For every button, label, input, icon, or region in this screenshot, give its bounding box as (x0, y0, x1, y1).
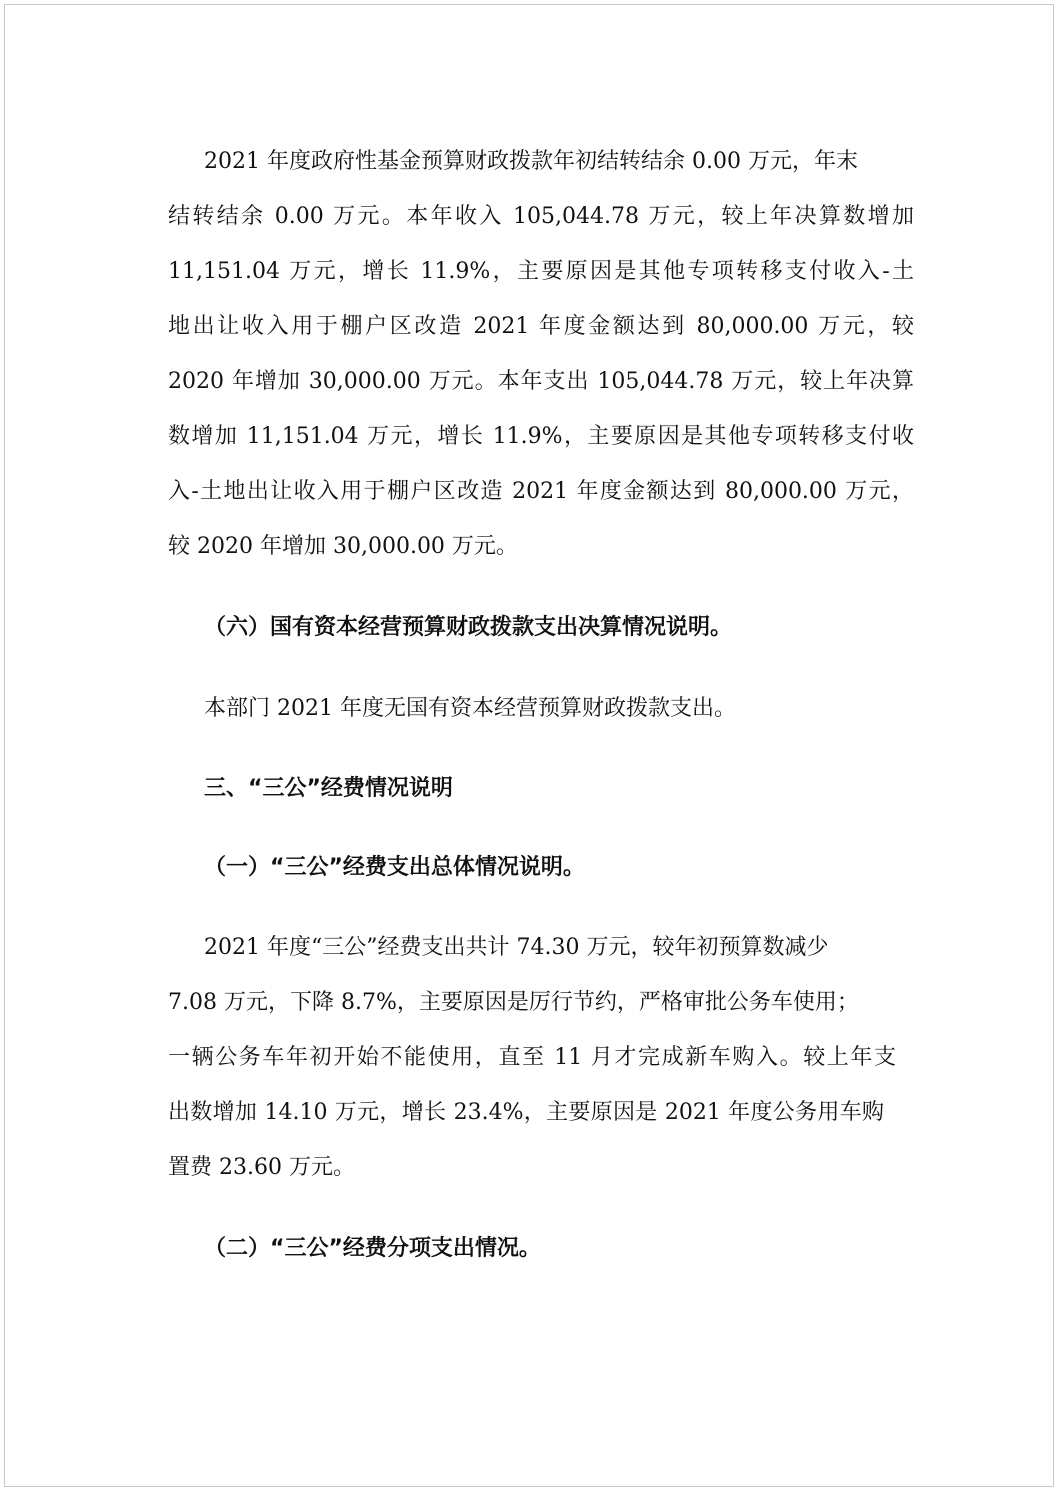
subsection-heading: （一）“三公”经费支出总体情况说明。 (204, 855, 585, 880)
subsection-heading: （二）“三公”经费分项支出情况。 (204, 1236, 541, 1261)
paragraph-line: 地出让收入用于棚户区改造 2021 年度金额达到 80,000.00 万元，较 (168, 314, 914, 339)
paragraph-line: 2021 年度政府性基金预算财政拨款年初结转结余 0.00 万元，年末 (204, 149, 858, 174)
paragraph-line: 11,151.04 万元，增长 11.9%，主要原因是其他专项转移支付收入-土 (168, 259, 914, 284)
paragraph-line: 置费 23.60 万元。 (168, 1155, 355, 1180)
paragraph-line: 较 2020 年增加 30,000.00 万元。 (168, 534, 518, 559)
paragraph-line: 数增加 11,151.04 万元，增长 11.9%，主要原因是其他专项转移支付收 (168, 424, 914, 449)
section-heading: （六）国有资本经营预算财政拨款支出决算情况说明。 (204, 615, 733, 640)
paragraph-line: 7.08 万元，下降 8.7%，主要原因是厉行节约，严格审批公务车使用； (168, 990, 859, 1015)
paragraph-line: 2021 年度“三公”经费支出共计 74.30 万元，较年初预算数减少 (204, 935, 829, 960)
paragraph-line: 入-土地出让收入用于棚户区改造 2021 年度金额达到 80,000.00 万元， (168, 479, 914, 504)
paragraph-line: 出数增加 14.10 万元，增长 23.4%，主要原因是 2021 年度公务用车购 (168, 1100, 884, 1125)
paragraph-line: 一辆公务车年初开始不能使用，直至 11 月才完成新车购入。较上年支 (168, 1045, 896, 1070)
paragraph-line: 2020 年增加 30,000.00 万元。本年支出 105,044.78 万元，较上年决算 (168, 369, 914, 394)
paragraph-line: 本部门 2021 年度无国有资本经营预算财政拨款支出。 (204, 696, 736, 721)
paragraph-line: 结转结余 0.00 万元。本年收入 105,044.78 万元，较上年决算数增加 (168, 204, 914, 229)
part-heading: 三、“三公”经费情况说明 (204, 776, 453, 801)
document-page (4, 4, 1054, 1487)
